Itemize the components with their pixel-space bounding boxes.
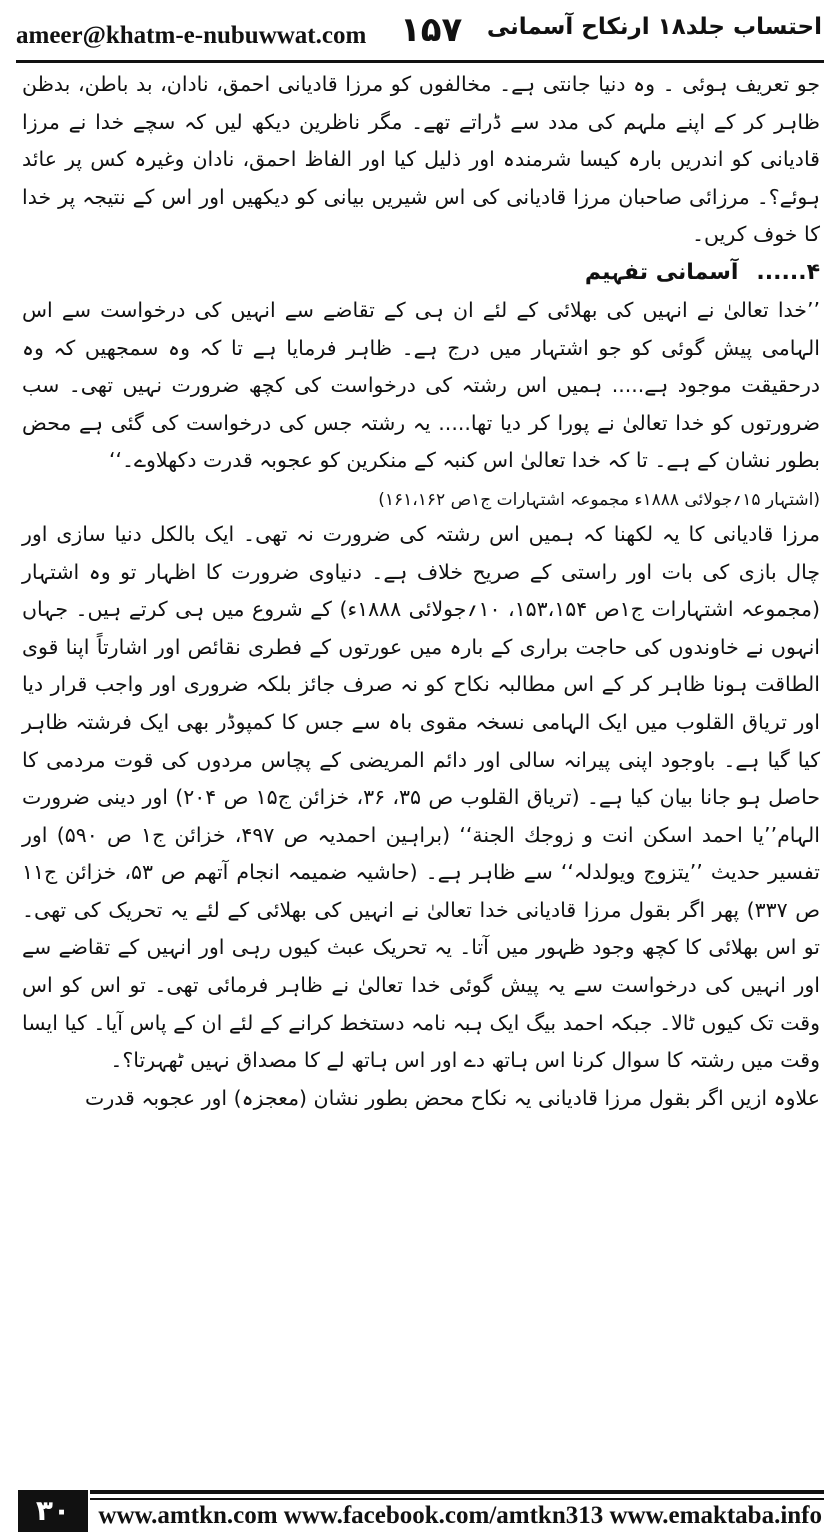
page-body: [22, 66, 820, 1466]
paragraph-3: علاوہ ازیں اگر بقول مرزا قادیانی یہ نکاح محض بطور نشان (معجزہ) اور عجوبہ قدرت: [85, 1085, 820, 1110]
paragraph-1: جو تعریف ہوئی ۔ وہ دنیا جانتی ہے۔ مخالفوں کو مرزا قادیانی احمق، نادان، بد باطن، بدظن ظاہر کر کے اپنے ملہم کی مدد سے ڈراتے تھے۔ مگر ناظرین دیکھ لیں کہ سچے خدا نے مرزا قادیانی کو اندریں بارہ کیسا شرمندہ اور ذلیل کیا اور الفاظ احمق، نادان وغیرہ کس پر عائد ہوئے؟۔ مرزائی صاحبان مرزا قادیانی کی اس شیریں بیانی کو دیکھیں اور اس کے نتیجہ پر خدا کا خوف کریں۔: [22, 72, 820, 247]
paragraph-2: مرزا قادیانی کا یہ لکھنا کہ ہمیں اس رشتہ کی ضرورت نہ تھی۔ ایک بالکل دنیا سازی اور چال بازی کی بات اور راستی کے صریح خلاف ہے۔ دنیاوی ضرورت کا اظہار تو وہ اشتہار (مجموعہ اشتہارات ج۱ص ۱۵۳،۱۵۴، ۱۰؍جولائی ۱۸۸۸ء) کے شروع میں ہی کرتے ہیں۔ جہاں انہوں نے خاوندوں کی حاجت براری کے بارہ میں عورتوں کے فطری نقائص اور اشارتاً اپنا قوی الطاقت ہونا ظاہر کر کے اس مطالبہ نکاح کو نہ صرف جائز بلکہ ضروری اور واجب قرار دیا اور تریاق القلوب میں ایک الہامی نسخہ مقوی باہ سے جس کا کمپوڈر بھی ایک فرشتہ ظاہر کیا گیا ہے۔ باوجود اپنی پیرانہ سالی اور دائم المریضی کے پچاس مردوں کی قوت مردمی کا حاصل ہو جانا بیان کیا ہے۔ (تریاق القلوب ص ۳۵، ۳۶، خزائن ج۱۵ ص ۲۰۴) اور دینی ضرورت الہام’’یا احمد اسکن انت و زوجك الجنة‘‘ (براہین احمدیہ ص ۴۹۷، خزائن ج۱ ص ۵۹۰) اور تفسیر حدیث ’’یتزوج ویولدلہ‘‘ سے ظاہر ہے۔ (حاشیہ ضمیمہ انجام آتھم ص ۵۳، خزائن ج۱۱ ص ۳۳۷) پھر اگر بقول مرزا قادیانی خدا تعالیٰ نے انہیں کی بھلائی کے لئے یہ تحریک کی تھی۔ تو اس بھلائی کا کچھ وجود ظہور میں آتا۔ یہ تحریک عبث کیوں رہی اور انہیں کے تقاضے سے اور انہیں کی درخواست سے یہ پیش گوئی خدا تعالیٰ نے ظاہر فرمائی تھی۔ تو اس کو اس وقت تک کیوں ٹالا۔ جبکہ احمد بیگ ایک ہبہ نامہ دستخط کرانے کے لئے ان کے پاس آیا۔ کیا ایسا وقت میں رشتہ کا سوال کرنا اس ہاتھ دے اور اس ہاتھ لے کا مصداق نہیں ٹھہرتا؟۔: [22, 521, 820, 1073]
quotation: ’’خدا تعالیٰ نے انہیں کی بھلائی کے لئے ان ہی کے تقاضے سے انہیں کی درخواست سے اس الہامی پیش گوئی کو جو اشتہار میں درج ہے۔ ظاہر فرمایا ہے تا کہ وہ سمجھیں کہ وہ درحقیقت موجود ہے..... ہمیں اس رشتہ کی درخواست کی کچھ ضرورت نہیں تھی۔ سب ضرورتوں کو خدا تعالیٰ نے پورا کر دیا تھا..... یہ رشتہ جس کی درخواست کی گئی ہے محض بطور نشان کے ہے۔ تا کہ خدا تعالیٰ اس کنبہ کے منکرین کو عجوبہ قدرت دکھلاوے۔‘‘: [22, 297, 820, 473]
page-header: [0, 0, 840, 64]
footer-page-number: ۳۰: [18, 1490, 88, 1532]
header-book-title: احتساب جلد۱۸ ارنکاح آسمانی: [486, 14, 822, 40]
footer-divider-thin: [90, 1498, 824, 1500]
footer-links: www.amtkn.com www.facebook.com/amtkn313 www.emaktaba.info: [98, 1502, 822, 1529]
section-number: ۴......: [756, 259, 820, 285]
header-divider: [16, 60, 824, 63]
section-heading: [22, 254, 820, 292]
footer-divider: [90, 1490, 824, 1494]
header-email: ameer@khatm-e-nubuwwat.com: [16, 22, 367, 49]
page-footer: [0, 1478, 840, 1540]
header-page-number: ۱۵۷: [400, 10, 463, 50]
quotation-reference: (اشتہار ۱۵؍جولائی ۱۸۸۸ء مجموعہ اشتہارات ج۱ص ۱۶۱،۱۶۲): [378, 489, 820, 510]
section-title: آسمانی تفہیم: [584, 259, 739, 285]
